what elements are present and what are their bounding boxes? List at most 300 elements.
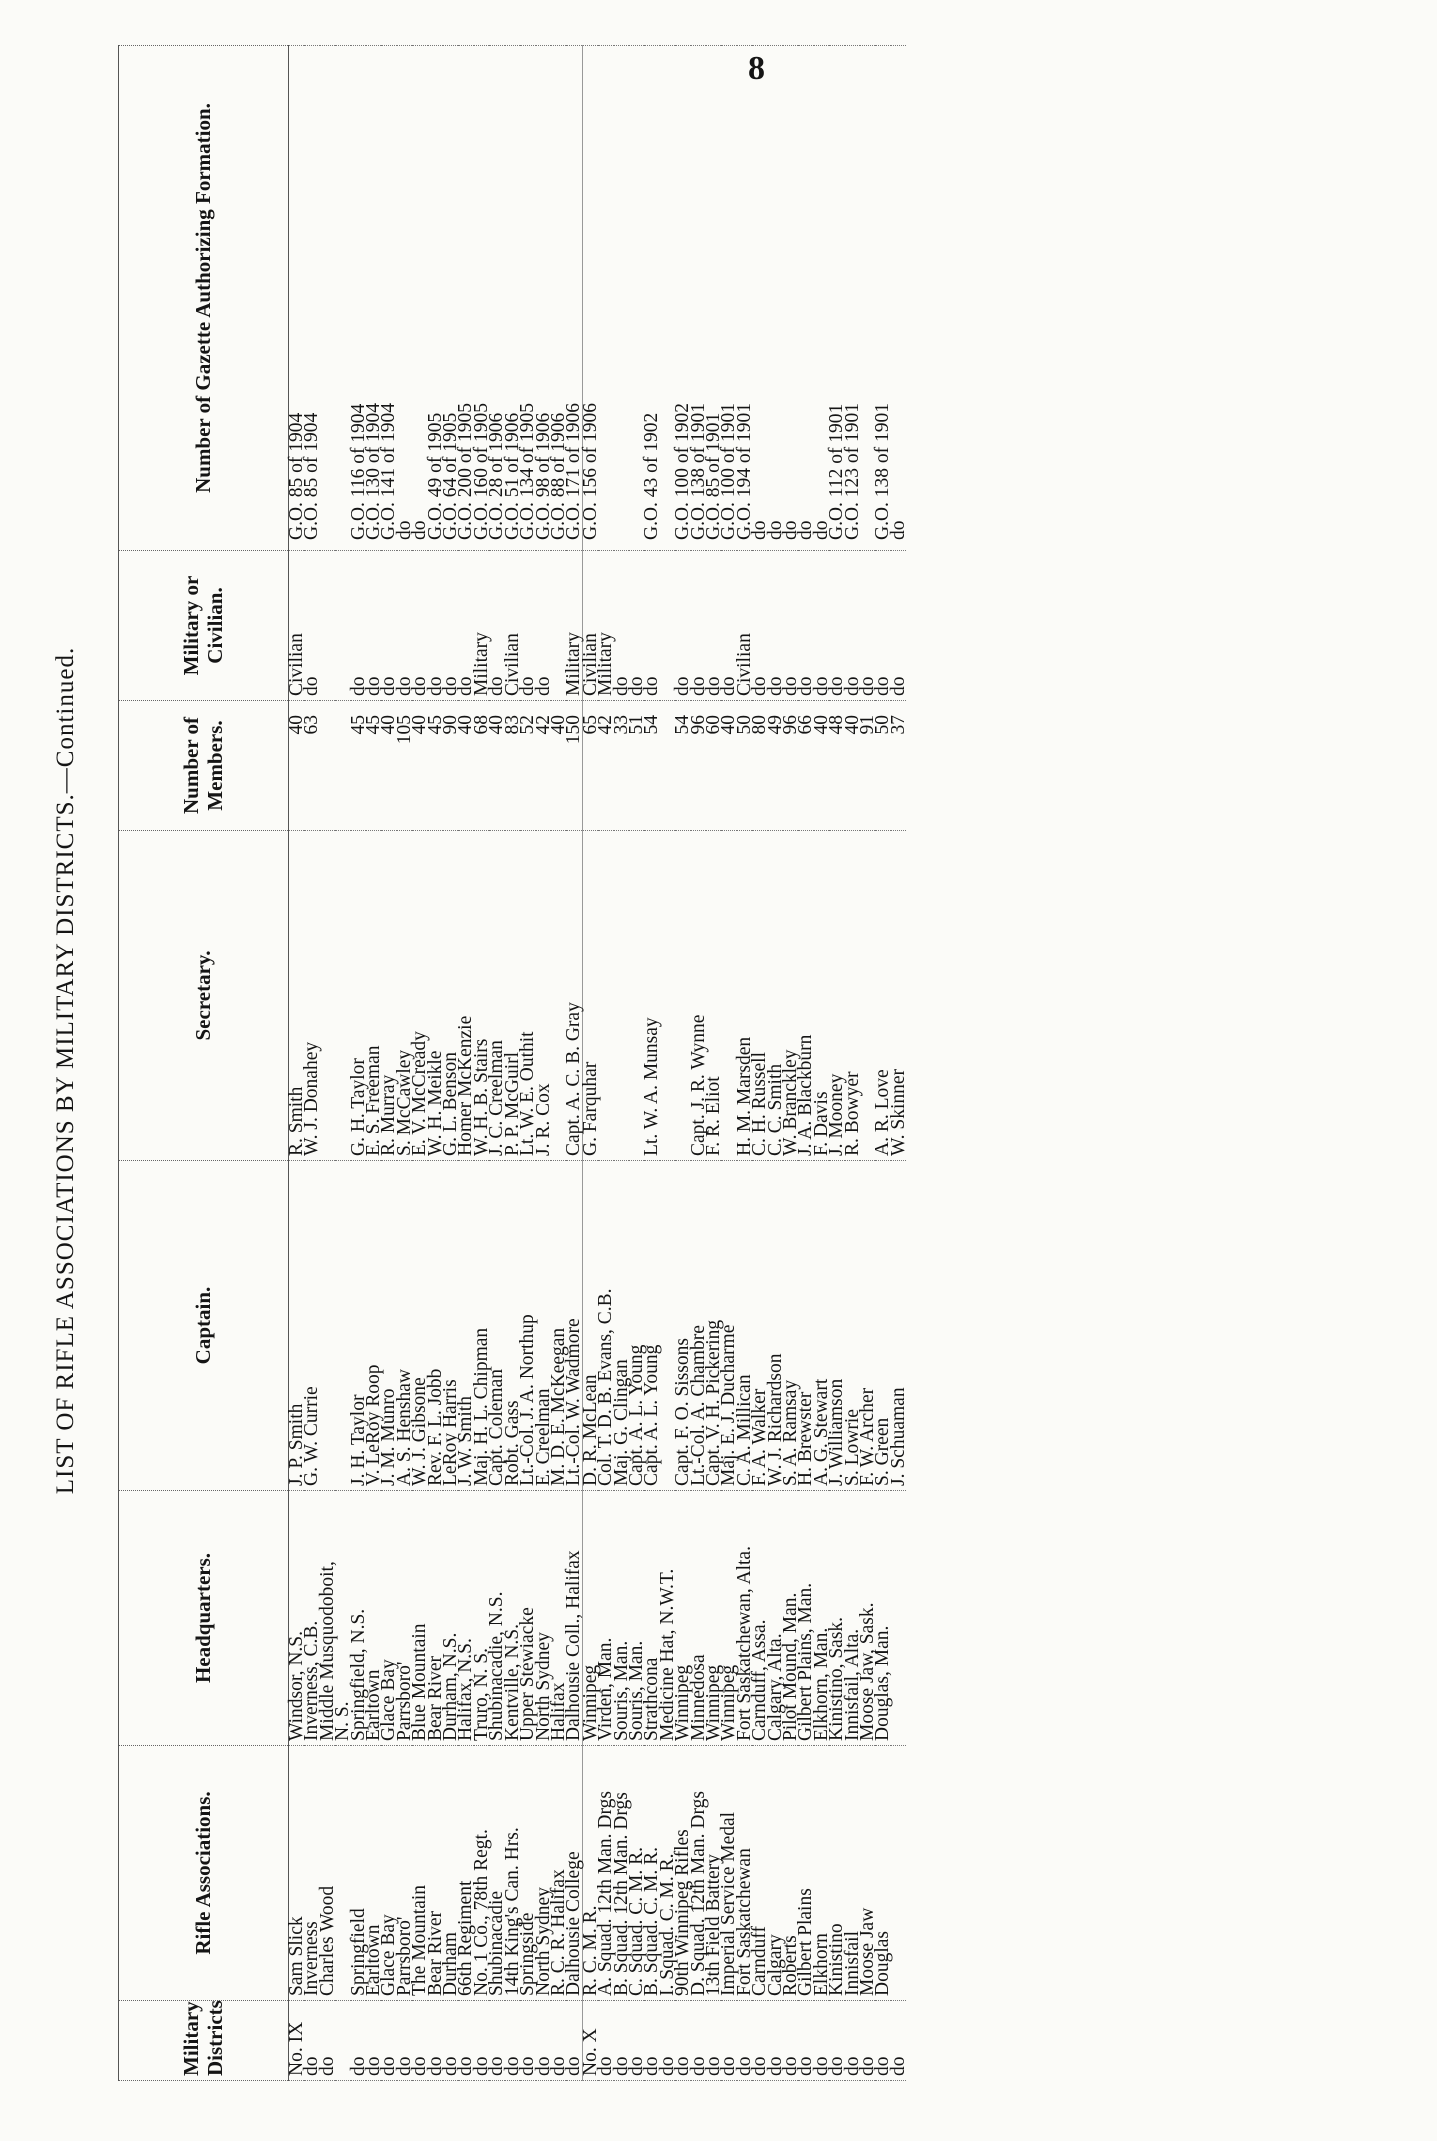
military-cell: do bbox=[304, 551, 319, 701]
members-cell: 40 bbox=[489, 701, 504, 831]
secretary-cell: J. A. Blackburn bbox=[798, 831, 813, 1161]
members-cell: 68 bbox=[474, 701, 489, 831]
headquarters-cell: Glace Bay bbox=[381, 1491, 396, 1746]
headquarters-cell: Parrsboro' bbox=[397, 1491, 412, 1746]
district-cell: do bbox=[706, 2001, 721, 2081]
secretary-cell: R. Murray bbox=[381, 831, 396, 1161]
association-cell: Fort Saskatchewan bbox=[737, 1746, 752, 2001]
table-row bbox=[845, 46, 860, 2081]
members-cell: 40 bbox=[814, 701, 829, 831]
secretary-cell: F. Davis bbox=[814, 831, 829, 1161]
headquarters-cell: Dalhousie Coll., Halifax bbox=[566, 1491, 582, 1746]
secretary-cell: Lt. W. E. Outhit bbox=[520, 831, 535, 1161]
association-cell: Elkhorn bbox=[814, 1746, 829, 2001]
gazette-cell: G.O. 85 of 1904 bbox=[289, 46, 305, 551]
gazette-cell: G.O. 85 of 1901 bbox=[706, 46, 721, 551]
members-cell: 40 bbox=[412, 701, 427, 831]
association-cell: 14th King's Can. Hrs. bbox=[505, 1746, 520, 2001]
military-cell: Civilian bbox=[582, 551, 598, 701]
members-cell: 66 bbox=[798, 701, 813, 831]
district-cell: do bbox=[520, 2001, 535, 2081]
captain-cell: M. D. E. McKeegan bbox=[551, 1161, 566, 1491]
headquarters-cell bbox=[891, 1491, 906, 1746]
captain-cell: Col. T. D. B. Evans, C.B. bbox=[598, 1161, 613, 1491]
association-cell: Kinistino bbox=[829, 1746, 844, 2001]
members-cell: 54 bbox=[644, 701, 659, 831]
headquarters-cell: Kentville, N.S. bbox=[505, 1491, 520, 1746]
table-row bbox=[366, 46, 381, 2081]
header-secretary: Secretary. bbox=[119, 831, 289, 1161]
military-cell: do bbox=[783, 551, 798, 701]
headquarters-cell: Halifax, N.S. bbox=[458, 1491, 473, 1746]
headquarters-cell: Gilbert Plains, Man. bbox=[798, 1491, 813, 1746]
military-cell: do bbox=[536, 551, 551, 701]
members-cell: 40 bbox=[721, 701, 736, 831]
headquarters-cell: Earltown bbox=[366, 1491, 381, 1746]
district-cell: do bbox=[443, 2001, 458, 2081]
captain-cell: Capt. Coleman bbox=[489, 1161, 504, 1491]
military-cell: do bbox=[520, 551, 535, 701]
secretary-cell: E. V. McCready bbox=[412, 831, 427, 1161]
gazette-cell: G.O. 134 of 1905 bbox=[520, 46, 535, 551]
district-cell: do bbox=[505, 2001, 520, 2081]
association-cell: Springfield bbox=[351, 1746, 366, 2001]
members-cell: 150 bbox=[566, 701, 582, 831]
captain-cell: Lt.-Col. A. Chambre bbox=[691, 1161, 706, 1491]
headquarters-cell: Springfield, N.S. bbox=[351, 1491, 366, 1746]
headquarters-cell: Kinistino, Sask. bbox=[829, 1491, 844, 1746]
header-association: Rifle Associations. bbox=[119, 1746, 289, 2001]
district-cell: do bbox=[598, 2001, 613, 2081]
rifle-associations-table bbox=[118, 45, 909, 2081]
association-cell: Roberts bbox=[783, 1746, 798, 2001]
district-cell: do bbox=[458, 2001, 473, 2081]
members-cell: 50 bbox=[875, 701, 890, 831]
members-cell: 65 bbox=[582, 701, 598, 831]
association-cell: Carnduff bbox=[752, 1746, 767, 2001]
military-cell: do bbox=[752, 551, 767, 701]
district-cell: do bbox=[320, 2001, 335, 2081]
members-cell: 91 bbox=[860, 701, 875, 831]
association-cell: No. 1 Co., 78th Regt. bbox=[474, 1746, 489, 2001]
gazette-cell: do bbox=[814, 46, 829, 551]
captain-cell: W. J. Richardson bbox=[768, 1161, 783, 1491]
captain-cell: J. Williamson bbox=[829, 1161, 844, 1491]
gazette-cell: G.O. 28 of 1906 bbox=[489, 46, 504, 551]
military-cell: Military bbox=[598, 551, 613, 701]
captain-cell: S. A. Ramsay bbox=[783, 1161, 798, 1491]
gazette-cell: G.O. 112 of 1901 bbox=[829, 46, 844, 551]
table-row bbox=[798, 46, 813, 2081]
military-cell: do bbox=[397, 551, 412, 701]
headquarters-cell: Elkhorn, Man. bbox=[814, 1491, 829, 1746]
gazette-cell: G.O. 51 of 1906 bbox=[505, 46, 520, 551]
association-cell: 90th Winnipeg Rifles bbox=[675, 1746, 690, 2001]
headquarters-cell: Souris, Man. bbox=[614, 1491, 629, 1746]
headquarters-cell: Douglas, Man. bbox=[875, 1491, 890, 1746]
captain-cell: J. P. Smith bbox=[289, 1161, 305, 1491]
members-cell bbox=[320, 701, 335, 831]
table-row bbox=[891, 46, 906, 2081]
association-cell: Durham bbox=[443, 1746, 458, 2001]
secretary-cell: J. R. Cox bbox=[536, 831, 551, 1161]
headquarters-cell: Winnipeg bbox=[721, 1491, 736, 1746]
district-cell: No. X bbox=[582, 2001, 598, 2081]
headquarters-cell: Pilot Mound, Man. bbox=[783, 1491, 798, 1746]
secretary-cell: P. P. McGuirl bbox=[505, 831, 520, 1161]
district-cell: do bbox=[397, 2001, 412, 2081]
members-cell: 42 bbox=[536, 701, 551, 831]
headquarters-cell: Bear River bbox=[428, 1491, 443, 1746]
gazette-cell: G.O. 194 of 1901 bbox=[737, 46, 752, 551]
military-cell: do bbox=[644, 551, 659, 701]
association-cell: Parrsboro' bbox=[397, 1746, 412, 2001]
association-cell: 66th Regiment bbox=[458, 1746, 473, 2001]
headquarters-cell: Shubinacadie, N.S. bbox=[489, 1491, 504, 1746]
table-row bbox=[814, 46, 829, 2081]
captain-cell: J. Schuaman bbox=[891, 1161, 906, 1491]
district-cell: do bbox=[489, 2001, 504, 2081]
gazette-cell: do bbox=[397, 46, 412, 551]
secretary-cell: Homer McKenzie bbox=[458, 831, 473, 1161]
association-cell: 13th Field Battery bbox=[706, 1746, 721, 2001]
secretary-cell: W. J. Donahey bbox=[304, 831, 319, 1161]
gazette-cell: G.O. 64 of 1905 bbox=[443, 46, 458, 551]
military-cell: do bbox=[845, 551, 860, 701]
district-cell: do bbox=[768, 2001, 783, 2081]
military-cell: do bbox=[614, 551, 629, 701]
district-cell: do bbox=[691, 2001, 706, 2081]
gazette-cell: G.O. 100 of 1901 bbox=[721, 46, 736, 551]
captain-cell: Capt. F. O. Sissons bbox=[675, 1161, 690, 1491]
district-cell: do bbox=[644, 2001, 659, 2081]
district-cell: do bbox=[875, 2001, 890, 2081]
captain-cell: D. R. McLean bbox=[582, 1161, 598, 1491]
association-cell: Sam Slick bbox=[289, 1746, 305, 2001]
headquarters-cell: Halifax bbox=[551, 1491, 566, 1746]
headquarters-cell: Windsor, N.S. bbox=[289, 1491, 305, 1746]
secretary-cell: W. H. B. Stairs bbox=[474, 831, 489, 1161]
military-cell: do bbox=[412, 551, 427, 701]
gazette-cell: G.O. 98 of 1906 bbox=[536, 46, 551, 551]
captain-cell: Rev. F. L. Jobb bbox=[428, 1161, 443, 1491]
table-row bbox=[691, 46, 706, 2081]
district-cell: do bbox=[474, 2001, 489, 2081]
members-cell: 42 bbox=[598, 701, 613, 831]
secretary-cell: C. H. Russell bbox=[752, 831, 767, 1161]
military-cell: do bbox=[675, 551, 690, 701]
members-cell: 40 bbox=[381, 701, 396, 831]
captain-cell: G. W. Currie bbox=[304, 1161, 319, 1491]
gazette-cell: G.O. 160 of 1905 bbox=[474, 46, 489, 551]
district-cell: do bbox=[614, 2001, 629, 2081]
captain-cell: Lt.-Col. W. Wadmore bbox=[566, 1161, 582, 1491]
military-cell: do bbox=[891, 551, 906, 701]
captain-cell: F. W. Archer bbox=[860, 1161, 875, 1491]
members-cell: 90 bbox=[443, 701, 458, 831]
captain-cell: Capt. A. L. Young bbox=[629, 1161, 644, 1491]
military-cell: do bbox=[768, 551, 783, 701]
district-cell: do bbox=[536, 2001, 551, 2081]
military-cell: Military bbox=[474, 551, 489, 701]
header-row bbox=[119, 46, 289, 2081]
association-cell: A. Squad. 12th Man. Drgs bbox=[598, 1746, 613, 2001]
district-cell: do bbox=[428, 2001, 443, 2081]
secretary-cell bbox=[614, 831, 629, 1161]
members-cell: 83 bbox=[505, 701, 520, 831]
headquarters-cell: Medicine Hat, N.W.T. bbox=[660, 1491, 675, 1746]
captain-cell: H. Brewster bbox=[798, 1161, 813, 1491]
members-cell: 45 bbox=[428, 701, 443, 831]
military-cell: do bbox=[458, 551, 473, 701]
members-cell: 52 bbox=[520, 701, 535, 831]
page-number: 8 bbox=[748, 50, 765, 87]
table-row bbox=[860, 46, 875, 2081]
district-cell: do bbox=[304, 2001, 319, 2081]
members-cell: 40 bbox=[551, 701, 566, 831]
header-district: Military Districts bbox=[119, 2001, 289, 2081]
district-cell: do bbox=[891, 2001, 906, 2081]
headquarters-cell: Carnduff, Assa. bbox=[752, 1491, 767, 1746]
association-cell: Inverness bbox=[304, 1746, 319, 2001]
captain-cell: Lt.-Col. J. A. Northup bbox=[520, 1161, 535, 1491]
military-cell: do bbox=[721, 551, 736, 701]
gazette-cell: G.O. 43 of 1902 bbox=[644, 46, 659, 551]
secretary-cell: S. McCawley bbox=[397, 831, 412, 1161]
gazette-cell: do bbox=[412, 46, 427, 551]
captain-cell: Capt. V. H. Pickering bbox=[706, 1161, 721, 1491]
members-cell: 37 bbox=[891, 701, 906, 831]
members-cell: 96 bbox=[691, 701, 706, 831]
members-cell: 60 bbox=[706, 701, 721, 831]
district-cell: do bbox=[351, 2001, 366, 2081]
header-members: Number of Members. bbox=[119, 701, 289, 831]
header-captain: Captain. bbox=[119, 1161, 289, 1491]
gazette-cell: do bbox=[798, 46, 813, 551]
table-row bbox=[752, 46, 767, 2081]
members-cell: 63 bbox=[304, 701, 319, 831]
district-cell: do bbox=[566, 2001, 582, 2081]
military-cell: do bbox=[706, 551, 721, 701]
captain-cell: A. G. Stewart bbox=[814, 1161, 829, 1491]
secretary-cell: Capt. A. C. B. Gray bbox=[566, 831, 582, 1161]
captain-cell: J. H. Taylor bbox=[351, 1161, 366, 1491]
headquarters-cell: Winnipeg bbox=[675, 1491, 690, 1746]
association-cell: Glace Bay bbox=[381, 1746, 396, 2001]
members-cell: 80 bbox=[752, 701, 767, 831]
captain-cell: Robt. Gass bbox=[505, 1161, 520, 1491]
gazette-cell: G.O. 130 of 1904 bbox=[366, 46, 381, 551]
headquarters-cell: Virden, Man. bbox=[598, 1491, 613, 1746]
headquarters-cell: N. S. bbox=[335, 1491, 350, 1746]
military-cell: do bbox=[351, 551, 366, 701]
table-row bbox=[644, 46, 659, 2081]
gazette-cell: do bbox=[768, 46, 783, 551]
secretary-cell: R. Bowyer bbox=[845, 831, 860, 1161]
gazette-cell: G.O. 156 of 1906 bbox=[582, 46, 598, 551]
gazette-cell: G.O. 100 of 1902 bbox=[675, 46, 690, 551]
association-cell: I. Squad. C. M. R. bbox=[660, 1746, 675, 2001]
members-cell: 33 bbox=[614, 701, 629, 831]
gazette-cell: do bbox=[752, 46, 767, 551]
association-cell: Shubinacadie bbox=[489, 1746, 504, 2001]
table-row bbox=[582, 46, 598, 2081]
captain-cell: Maj. G. Clingan bbox=[614, 1161, 629, 1491]
military-cell: do bbox=[428, 551, 443, 701]
captain-cell: Maj. E. J. Ducharme bbox=[721, 1161, 736, 1491]
headquarters-cell: Truro, N. S. bbox=[474, 1491, 489, 1746]
association-cell: Moose Jaw bbox=[860, 1746, 875, 2001]
members-cell: 105 bbox=[397, 701, 412, 831]
district-cell: do bbox=[551, 2001, 566, 2081]
association-cell: Charles Wood bbox=[320, 1746, 335, 2001]
secretary-cell: G. Farquhar bbox=[582, 831, 598, 1161]
secretary-cell: J. C. Creelman bbox=[489, 831, 504, 1161]
military-cell: do bbox=[691, 551, 706, 701]
captain-cell: LeRoy Harris bbox=[443, 1161, 458, 1491]
military-cell: do bbox=[381, 551, 396, 701]
gazette-cell: G.O. 138 of 1901 bbox=[875, 46, 890, 551]
secretary-cell: C. C. Smith bbox=[768, 831, 783, 1161]
headquarters-cell: Middle Musquodoboit, bbox=[320, 1491, 335, 1746]
military-cell bbox=[320, 551, 335, 701]
captain-cell: A. S. Henshaw bbox=[397, 1161, 412, 1491]
captain-cell: Maj. H. L. Chipman bbox=[474, 1161, 489, 1491]
secretary-cell: W. H. Meikle bbox=[428, 831, 443, 1161]
association-cell: The Mountain bbox=[412, 1746, 427, 2001]
association-cell: R. C. R. Halifax bbox=[551, 1746, 566, 2001]
association-cell: Earltown bbox=[366, 1746, 381, 2001]
district-cell: do bbox=[381, 2001, 396, 2081]
headquarters-cell: Calgary, Alta. bbox=[768, 1491, 783, 1746]
captain-cell: E. Creelman bbox=[536, 1161, 551, 1491]
military-cell: do bbox=[814, 551, 829, 701]
secretary-cell: W. Skinner bbox=[891, 831, 906, 1161]
association-cell: R. C. M. R. bbox=[582, 1746, 598, 2001]
district-cell: do bbox=[752, 2001, 767, 2081]
gazette-cell: G.O. 123 of 1901 bbox=[845, 46, 860, 551]
military-cell: do bbox=[629, 551, 644, 701]
headquarters-cell: Upper Stewiacke bbox=[520, 1491, 535, 1746]
gazette-cell: do bbox=[783, 46, 798, 551]
district-cell: do bbox=[412, 2001, 427, 2081]
district-cell: do bbox=[629, 2001, 644, 2081]
district-cell: do bbox=[366, 2001, 381, 2081]
gazette-cell: G.O. 171 of 1906 bbox=[566, 46, 582, 551]
table-row bbox=[520, 46, 535, 2081]
secretary-cell: Capt. J. R. Wynne bbox=[691, 831, 706, 1161]
association-cell: Calgary bbox=[768, 1746, 783, 2001]
members-cell: 45 bbox=[366, 701, 381, 831]
page-title: LIST OF RIFLE ASSOCIATIONS BY MILITARY DISTRICTS.—Continued. bbox=[52, 646, 79, 1495]
headquarters-cell: Winnipeg bbox=[582, 1491, 598, 1746]
headquarters-cell: Strathcona bbox=[644, 1491, 659, 1746]
secretary-cell: W. Branckley bbox=[783, 831, 798, 1161]
military-cell: do bbox=[366, 551, 381, 701]
header-gazette: Number of Gazette Authorizing Formation. bbox=[119, 46, 289, 551]
members-cell: 51 bbox=[629, 701, 644, 831]
district-cell: do bbox=[845, 2001, 860, 2081]
association-cell: Bear River bbox=[428, 1746, 443, 2001]
district-cell: do bbox=[660, 2001, 675, 2081]
association-cell: Springside bbox=[520, 1746, 535, 2001]
secretary-cell: J. Mooney bbox=[829, 831, 844, 1161]
table-row bbox=[829, 46, 844, 2081]
military-cell: do bbox=[829, 551, 844, 701]
table-row bbox=[614, 46, 629, 2081]
table-row bbox=[660, 46, 675, 2081]
association-cell: Imperial Service Medal bbox=[721, 1746, 736, 2001]
captain-cell bbox=[320, 1161, 335, 1491]
headquarters-cell: Blue Mountain bbox=[412, 1491, 427, 1746]
district-cell: do bbox=[721, 2001, 736, 2081]
association-cell: D. Squad. 12th Man. Drgs bbox=[691, 1746, 706, 2001]
gazette-cell: G.O. 116 of 1904 bbox=[351, 46, 366, 551]
secretary-cell: G. H. Taylor bbox=[351, 831, 366, 1161]
gazette-cell: do bbox=[891, 46, 906, 551]
gazette-cell bbox=[614, 46, 629, 551]
district-cell: do bbox=[829, 2001, 844, 2081]
captain-cell: F. A. Walker bbox=[752, 1161, 767, 1491]
members-cell: 96 bbox=[783, 701, 798, 831]
headquarters-cell: Winnipeg bbox=[706, 1491, 721, 1746]
association-cell: Dalhousie College bbox=[566, 1746, 582, 2001]
association-cell: Innisfail bbox=[845, 1746, 860, 2001]
headquarters-cell: Souris, Man. bbox=[629, 1491, 644, 1746]
association-cell bbox=[891, 1746, 906, 2001]
secretary-cell: Lt. W. A. Munsay bbox=[644, 831, 659, 1161]
military-cell: do bbox=[443, 551, 458, 701]
captain-cell: V. LeRoy Roop bbox=[366, 1161, 381, 1491]
captain-cell: S. Green bbox=[875, 1161, 890, 1491]
secretary-cell: E. S. Freeman bbox=[366, 831, 381, 1161]
military-cell: Civilian bbox=[505, 551, 520, 701]
secretary-cell: H. M. Marsden bbox=[737, 831, 752, 1161]
captain-cell: C. A. Millican bbox=[737, 1161, 752, 1491]
association-cell: Douglas bbox=[875, 1746, 890, 2001]
district-cell: do bbox=[737, 2001, 752, 2081]
military-cell: Military bbox=[566, 551, 582, 701]
secretary-cell bbox=[320, 831, 335, 1161]
header-headquarters: Headquarters. bbox=[119, 1491, 289, 1746]
association-cell: C. Squad. C. M. R. bbox=[629, 1746, 644, 2001]
captain-cell: J. W. Smith bbox=[458, 1161, 473, 1491]
gazette-cell: G.O. 138 of 1901 bbox=[691, 46, 706, 551]
district-cell: do bbox=[675, 2001, 690, 2081]
headquarters-cell: Durham, N.S. bbox=[443, 1491, 458, 1746]
captain-cell: J. M. Munro bbox=[381, 1161, 396, 1491]
members-cell: 40 bbox=[289, 701, 305, 831]
association-cell: B. Squad. 12th Man. Drgs bbox=[614, 1746, 629, 2001]
district-cell: No. IX bbox=[289, 2001, 305, 2081]
headquarters-cell: Moose Jaw, Sask. bbox=[860, 1491, 875, 1746]
secretary-cell: A. R. Love bbox=[875, 831, 890, 1161]
association-cell: North Sydney bbox=[536, 1746, 551, 2001]
headquarters-cell: Fort Saskatchewan, Alta. bbox=[737, 1491, 752, 1746]
military-cell: do bbox=[860, 551, 875, 701]
table-body bbox=[286, 46, 909, 2081]
table-row bbox=[320, 46, 335, 2081]
gazette-cell: G.O. 88 of 1906 bbox=[551, 46, 566, 551]
headquarters-cell: Inverness, C.B. bbox=[304, 1491, 319, 1746]
table-row bbox=[304, 46, 319, 2081]
military-cell: Civilian bbox=[737, 551, 752, 701]
district-cell: do bbox=[814, 2001, 829, 2081]
military-cell: Civilian bbox=[289, 551, 305, 701]
captain-cell: W. J. Gibsone bbox=[412, 1161, 427, 1491]
military-cell: do bbox=[875, 551, 890, 701]
military-cell: do bbox=[489, 551, 504, 701]
